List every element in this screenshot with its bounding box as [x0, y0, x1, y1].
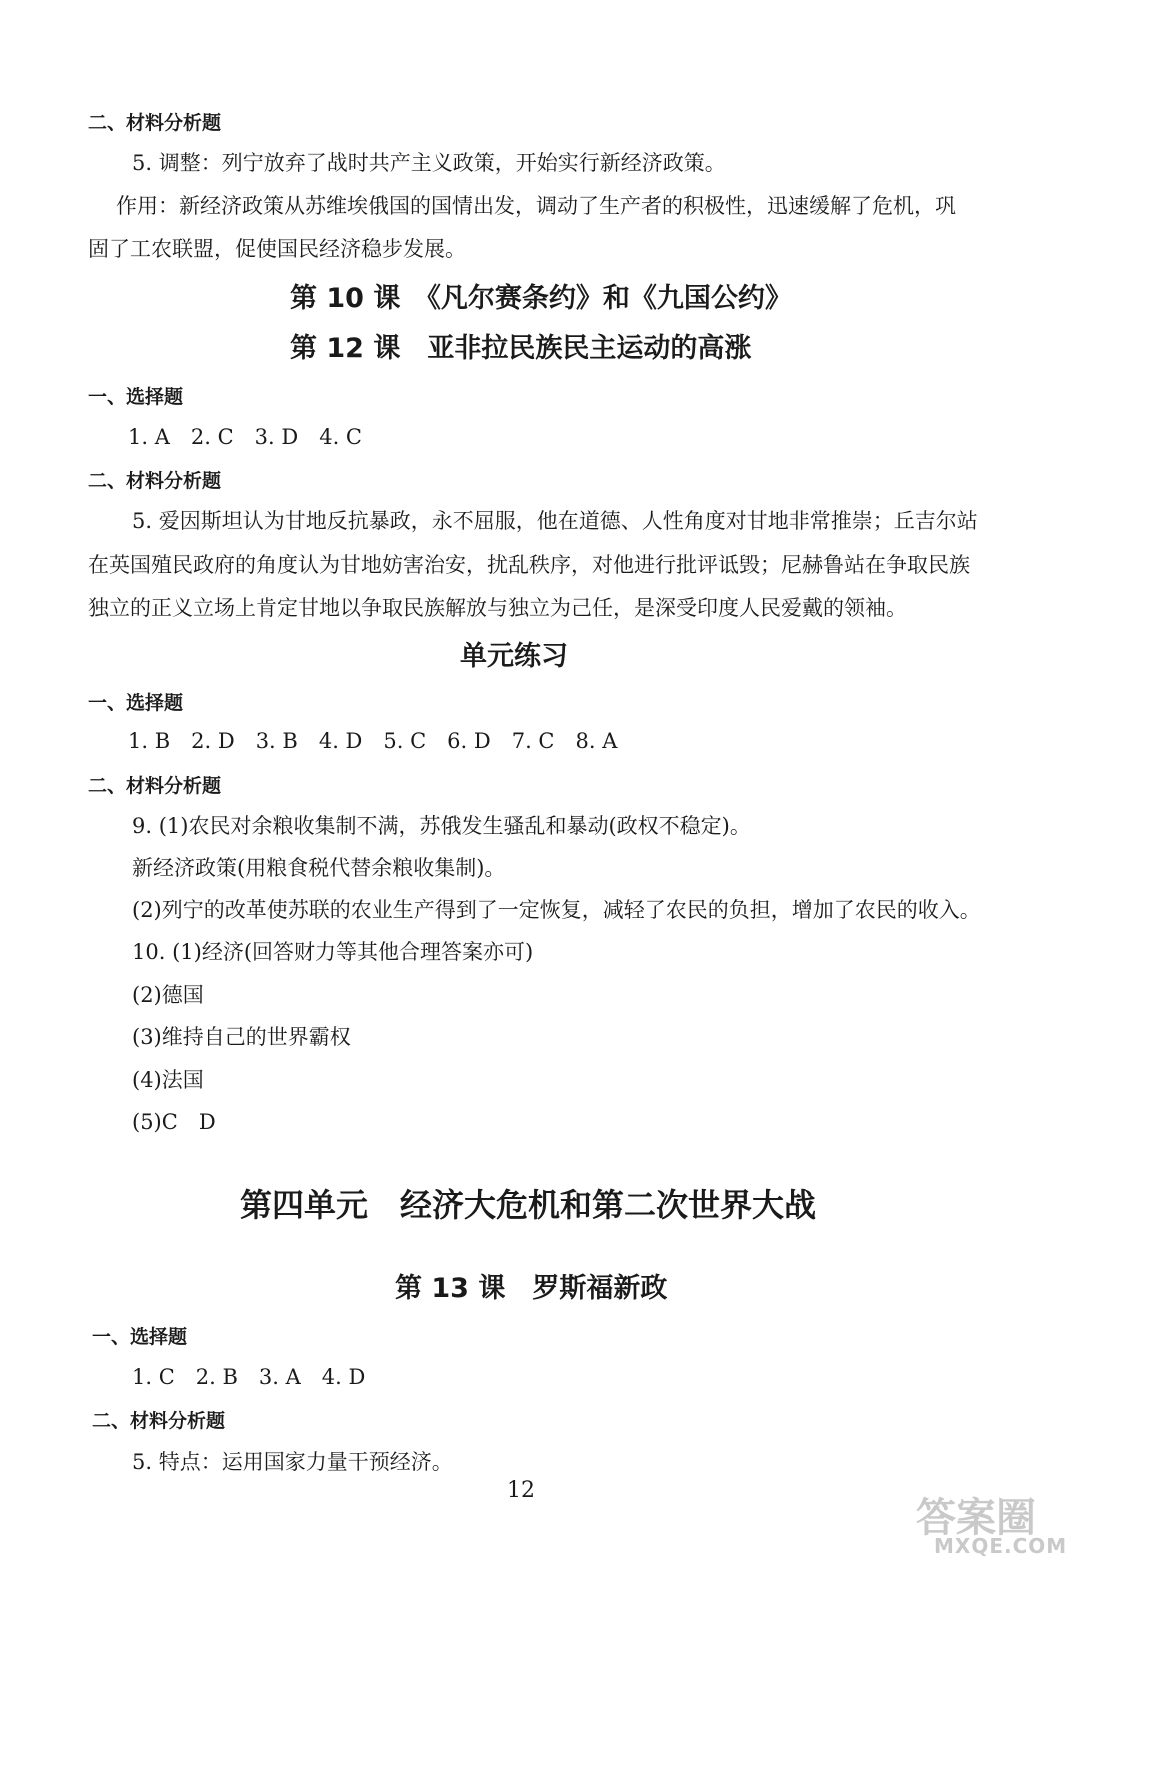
answer-line: (5)C D [132, 1110, 216, 1134]
watermark-url: MXQE.COM [934, 1534, 1068, 1558]
section-heading-material: 二、材料分析题 [88, 112, 222, 134]
lesson-title: 第 12 课 亚非拉民族民主运动的高涨 [290, 333, 752, 364]
section-heading-material: 二、材料分析题 [92, 1410, 226, 1432]
lesson-title: 第 10 课 《凡尔赛条约》和《九国公约》 [290, 283, 792, 314]
answer-line: 5. 特点：运用国家力量干预经济。 [132, 1450, 453, 1474]
answer-line: 1. B 2. D 3. B 4. D 5. C 6. D 7. C 8. A [128, 729, 618, 753]
answer-line: (3)维持自己的世界霸权 [132, 1025, 351, 1049]
answer-line: (2)列宁的改革使苏联的农业生产得到了一定恢复，减轻了农民的负担，增加了农民的收入。 [132, 898, 981, 922]
answer-line: 独立的正义立场上肯定甘地以争取民族解放与独立为己任，是深受印度人民爱戴的领袖。 [88, 596, 907, 620]
unit-title: 第四单元 经济大危机和第二次世界大战 [240, 1186, 817, 1224]
lesson-title: 第 13 课 罗斯福新政 [395, 1273, 668, 1304]
answer-line: (4)法国 [132, 1068, 204, 1092]
answer-line: 1. C 2. B 3. A 4. D [132, 1365, 366, 1389]
section-heading-material: 二、材料分析题 [88, 470, 222, 492]
answer-line: 作用：新经济政策从苏维埃俄国的国情出发，调动了生产者的积极性，迅速缓解了危机，巩 [116, 194, 956, 218]
section-heading-choice: 一、选择题 [88, 692, 184, 714]
answer-line: 新经济政策(用粮食税代替余粮收集制)。 [132, 856, 506, 880]
answer-line: 9. (1)农民对余粮收集制不满，苏俄发生骚乱和暴动(政权不稳定)。 [132, 814, 751, 838]
section-heading-choice: 一、选择题 [88, 386, 184, 408]
section-heading-material: 二、材料分析题 [88, 775, 222, 797]
answer-line: 在英国殖民政府的角度认为甘地妨害治安，扰乱秩序，对他进行批评诋毁；尼赫鲁站在争取民族 [88, 553, 970, 577]
answer-line: 5. 爱因斯坦认为甘地反抗暴政，永不屈服，他在道德、人性角度对甘地非常推崇；丘吉尔站 [132, 509, 978, 533]
answer-line: 10. (1)经济(回答财力等其他合理答案亦可) [132, 940, 534, 964]
answer-line: 5. 调整：列宁放弃了战时共产主义政策，开始实行新经济政策。 [132, 151, 726, 175]
answer-line: (2)德国 [132, 983, 204, 1007]
page-number: 12 [507, 1478, 535, 1503]
answer-line: 固了工农联盟，促使国民经济稳步发展。 [88, 237, 466, 261]
unit-practice-title: 单元练习 [460, 641, 568, 672]
answer-line: 1. A 2. C 3. D 4. C [128, 425, 362, 449]
watermark-logo: 答案圈 [916, 1495, 1036, 1541]
section-heading-choice: 一、选择题 [92, 1326, 188, 1348]
